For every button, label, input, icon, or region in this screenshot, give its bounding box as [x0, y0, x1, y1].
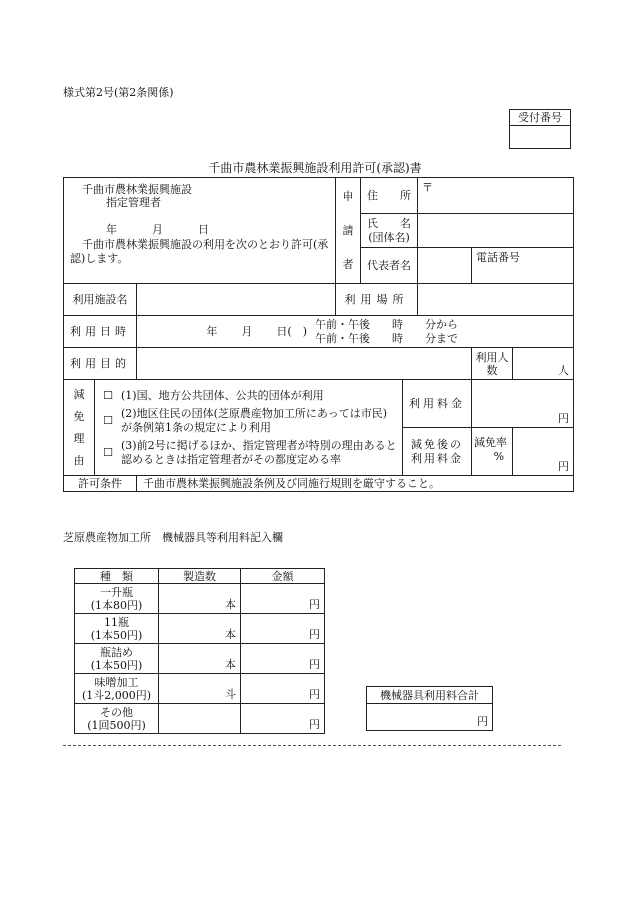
equipment-type: 瓶詰め (1本50円)	[75, 644, 159, 674]
equipment-total-box	[366, 686, 493, 731]
applicant-group-label: 申請者	[336, 178, 361, 284]
representative-label: 代表者名	[361, 248, 418, 284]
table-row	[75, 644, 325, 674]
users-count-unit: 人	[558, 364, 570, 377]
reduced-fee-field[interactable]	[513, 428, 574, 476]
phone-label: 電話番号	[476, 251, 521, 264]
equipment-total-unit: 円	[477, 715, 488, 728]
use-date-month: 月	[241, 325, 253, 338]
use-purpose-label: 利用目的	[64, 348, 137, 380]
date-month: 月	[152, 223, 163, 236]
use-date-day: 日( )	[276, 325, 307, 338]
address-field[interactable]	[418, 178, 574, 214]
reduction-option-1-text: (1)国、地方公共団体、公共的団体が利用	[121, 388, 324, 402]
permit-form	[63, 177, 574, 492]
equipment-amount-field[interactable]: 円	[241, 674, 325, 704]
reduction-checkbox-1[interactable]: ☐	[103, 388, 113, 402]
equipment-amount-field[interactable]: 円	[241, 644, 325, 674]
reduction-option-2-text: (2)地区住民の団体(芝原農産物加工所にあっては市民)が条例第1条の規定により利用	[121, 406, 388, 434]
equipment-amount-field[interactable]: 円	[241, 614, 325, 644]
permit-conditions-label: 許可条件	[64, 476, 137, 492]
postal-mark: 〒	[422, 181, 434, 194]
use-datetime-field[interactable]	[137, 316, 574, 348]
reduced-fee-unit: 円	[558, 460, 570, 473]
permit-date	[70, 223, 331, 236]
use-place-label: 利用場所	[336, 284, 418, 316]
equipment-type: 11瓶 (1本50円)	[75, 614, 159, 644]
equipment-header-type: 種 類	[75, 569, 159, 584]
use-date	[141, 325, 307, 338]
use-purpose-field[interactable]	[137, 348, 472, 380]
use-time-to: 午前・午後 時 分まで	[315, 331, 458, 345]
reduction-option-3-text: (3)前2号に掲げるほか、指定管理者が特別の理由あると認めるときは指定管理者がその都度定める率	[121, 438, 397, 466]
users-count-field[interactable]	[513, 348, 574, 380]
users-count-label: 利用人数	[472, 348, 513, 380]
equipment-type: 味噌加工 (1斗2,000円)	[75, 674, 159, 704]
equipment-header-amount: 金額	[241, 569, 325, 584]
name-label-cell	[361, 214, 418, 248]
address-label: 住 所	[361, 178, 418, 214]
group-name-label: (団体名)	[368, 230, 410, 244]
equipment-type: その他 (1回500円)	[75, 704, 159, 734]
reduction-option-3	[95, 435, 402, 469]
reduction-checkbox-3[interactable]: ☐	[103, 445, 113, 459]
date-year: 年	[106, 223, 117, 236]
equipment-quantity-field[interactable]: 斗	[159, 674, 241, 704]
reduction-rate-cell[interactable]	[472, 428, 513, 476]
table-row	[75, 584, 325, 614]
reduction-reason-label: 減免理由	[64, 380, 95, 476]
equipment-amount-field[interactable]: 円	[241, 584, 325, 614]
manager-title-line: 指定管理者	[106, 196, 161, 209]
receipt-number-label: 受付番号	[510, 110, 571, 126]
use-time-from: 午前・午後 時 分から	[315, 317, 458, 331]
use-place-field[interactable]	[418, 284, 574, 316]
reduced-fee-label: 減免後の利用料金	[403, 428, 472, 476]
usage-fee-unit: 円	[558, 412, 570, 425]
equipment-quantity-field[interactable]: 本	[159, 614, 241, 644]
use-datetime-label: 利用日時	[64, 316, 137, 348]
equipment-quantity-field[interactable]	[159, 704, 241, 734]
use-date-year: 年	[206, 325, 218, 338]
reduction-option-1	[95, 387, 402, 403]
receipt-number-field[interactable]	[510, 126, 571, 149]
equipment-amount-field[interactable]: 円	[241, 704, 325, 734]
equipment-fee-table	[74, 568, 325, 734]
equipment-type: 一升瓶 (1本80円)	[75, 584, 159, 614]
manager-name-line: 千曲市農林業振興施設	[82, 183, 192, 196]
date-day: 日	[198, 223, 209, 236]
phone-cell[interactable]	[472, 248, 574, 284]
reduction-checkbox-2[interactable]: ☐	[103, 413, 113, 427]
table-row	[75, 674, 325, 704]
reduction-options	[95, 380, 403, 476]
representative-field[interactable]	[418, 248, 472, 284]
reduction-rate-unit: %	[493, 450, 505, 463]
permit-conditions-text: 千曲市農林業振興施設条例及び同施行規則を厳守すること。	[137, 476, 574, 492]
use-time	[315, 318, 458, 346]
equipment-header-quantity: 製造数	[159, 569, 241, 584]
table-row	[75, 704, 325, 734]
usage-fee-field[interactable]	[472, 380, 574, 428]
equipment-total-field[interactable]	[367, 704, 493, 731]
equipment-section-title: 芝原農産物加工所 機械器具等利用料記入欄	[63, 531, 283, 544]
addressee-block	[64, 178, 336, 284]
name-field[interactable]	[418, 214, 574, 248]
reduction-rate-label: 減免率	[474, 436, 508, 449]
facility-name-label: 利用施設名	[64, 284, 137, 316]
page-title: 千曲市農林業振興施設利用許可(承認)書	[208, 161, 422, 175]
table-row	[75, 614, 325, 644]
equipment-total-label: 機械器具利用料合計	[367, 687, 493, 704]
reduction-option-2	[95, 403, 402, 435]
name-label: 氏 名	[367, 216, 412, 230]
facility-name-field[interactable]	[137, 284, 336, 316]
usage-fee-label: 利用料金	[403, 380, 472, 428]
equipment-quantity-field[interactable]: 本	[159, 644, 241, 674]
cut-line	[63, 745, 561, 746]
permit-statement: 千曲市農林業振興施設の利用を次のとおり許可(承認)します。	[70, 238, 329, 265]
receipt-number-box	[509, 109, 571, 149]
equipment-quantity-field[interactable]: 本	[159, 584, 241, 614]
form-number: 様式第2号(第2条関係)	[63, 86, 174, 99]
